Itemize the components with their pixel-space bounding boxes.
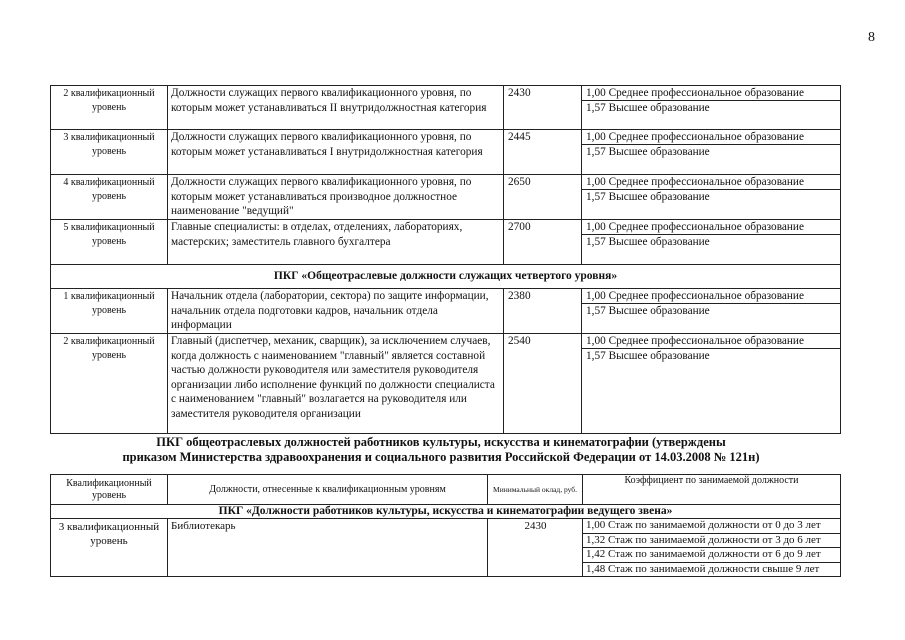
header-salary: Минимальный оклад, руб. — [488, 475, 583, 505]
coef-item: 1,00 Среднее профессиональное образование — [582, 334, 840, 349]
page-number: 8 — [868, 30, 875, 45]
table-row — [51, 519, 841, 577]
coef-cell — [582, 86, 841, 130]
coef-item: 1,00 Среднее профессиональное образование — [582, 220, 840, 235]
heading-line-1: ПКГ общеотраслевых должностей работников культуры, искусства и кинематографии (утверждены — [156, 435, 726, 449]
level-cell: 4 квалификационный уровень — [51, 175, 168, 220]
coef-item: 1,00 Среднее профессиональное образование — [582, 130, 840, 145]
table-row — [51, 130, 841, 175]
level-cell: 5 квалификационный уровень — [51, 220, 168, 265]
level-cell: 2 квалификационный уровень — [51, 334, 168, 434]
table-row — [51, 220, 841, 265]
coef-cell — [582, 130, 841, 175]
position-cell: Главный (диспетчер, механик, сварщик), за исключением случаев, когда должность с наименованием "главный" является составной частью должности руководителя или заместителя руководителя организации либо исполнение функций по должности специалиста с наименованием "главный" возлагается на руководителя или заместителя руководителя организации — [168, 334, 504, 434]
level-cell: 3 квалификационный уровень — [51, 519, 168, 577]
coef-cell — [582, 334, 841, 434]
table-row — [51, 86, 841, 130]
salary-cell: 2380 — [504, 289, 582, 334]
header-level: Квалификационный уровень — [51, 475, 168, 505]
coef-item: 1,00 Среднее профессиональное образование — [582, 289, 840, 304]
position-cell: Должности служащих первого квалификационного уровня, по которым может устанавливаться I внутридолжностная категория — [168, 130, 504, 175]
coef-item: 1,57 Высшее образование — [586, 102, 710, 114]
salary-cell: 2430 — [504, 86, 582, 130]
coef-item: 1,00 Среднее профессиональное образование — [582, 86, 840, 101]
coef-item: 1,42 Стаж по занимаемой должности от 6 до 9 лет — [583, 548, 840, 563]
coef-cell — [583, 519, 841, 577]
group-header: ПКГ «Общеотраслевые должности служащих четвертого уровня» — [51, 265, 841, 289]
coef-item: 1,48 Стаж по занимаемой должности свыше 9 лет — [586, 562, 820, 575]
section-heading — [46, 435, 836, 465]
table-header-row — [51, 475, 841, 505]
position-cell: Библиотекарь — [168, 519, 488, 577]
group-header-row — [51, 265, 841, 289]
coef-item: 1,57 Высшее образование — [586, 305, 710, 317]
coef-item: 1,57 Высшее образование — [586, 146, 710, 158]
group-header-row — [51, 505, 841, 519]
table-row — [51, 334, 841, 434]
table-row — [51, 175, 841, 220]
coef-item: 1,00 Стаж по занимаемой должности от 0 до 3 лет — [583, 519, 840, 534]
salary-cell: 2445 — [504, 130, 582, 175]
level-cell: 1 квалификационный уровень — [51, 289, 168, 334]
level-cell: 3 квалификационный уровень — [51, 130, 168, 175]
coef-item: 1,57 Высшее образование — [586, 236, 710, 248]
table-culture-positions — [50, 474, 841, 577]
coef-item: 1,57 Высшее образование — [586, 191, 710, 203]
salary-cell: 2650 — [504, 175, 582, 220]
coef-cell — [582, 220, 841, 265]
coef-cell — [582, 289, 841, 334]
coef-item: 1,00 Среднее профессиональное образование — [582, 175, 840, 190]
coef-item: 1,32 Стаж по занимаемой должности от 3 до 6 лет — [583, 534, 840, 549]
heading-line-2: приказом Министерства здравоохранения и социального развития Российской Федерации от 14.03.2008 № 121н) — [122, 450, 760, 464]
header-positions: Должности, отнесенные к квалификационным уровням — [168, 475, 488, 505]
table-pkg-fourth-level — [50, 85, 841, 434]
position-cell: Должности служащих первого квалификационного уровня, по которым может устанавливаться производное должностное наименование "ведущий" — [168, 175, 504, 220]
position-cell: Главные специалисты: в отделах, отделениях, лабораториях, мастерских; заместитель главного бухгалтера — [168, 220, 504, 265]
level-cell: 2 квалификационный уровень — [51, 86, 168, 130]
position-cell: Начальник отдела (лаборатории, сектора) по защите информации, начальник отдела подготовки кадров, начальник отдела информации — [168, 289, 504, 334]
header-coef: Коэффициент по занимаемой должности — [583, 475, 841, 505]
table-row — [51, 289, 841, 334]
salary-cell: 2430 — [488, 519, 583, 577]
position-cell: Должности служащих первого квалификационного уровня, по которым может устанавливаться II внутридолжностная категория — [168, 86, 504, 130]
coef-item: 1,57 Высшее образование — [586, 350, 710, 362]
salary-cell: 2700 — [504, 220, 582, 265]
group-header: ПКГ «Должности работников культуры, искусства и кинематографии ведущего звена» — [51, 505, 841, 519]
salary-cell: 2540 — [504, 334, 582, 434]
coef-cell — [582, 175, 841, 220]
